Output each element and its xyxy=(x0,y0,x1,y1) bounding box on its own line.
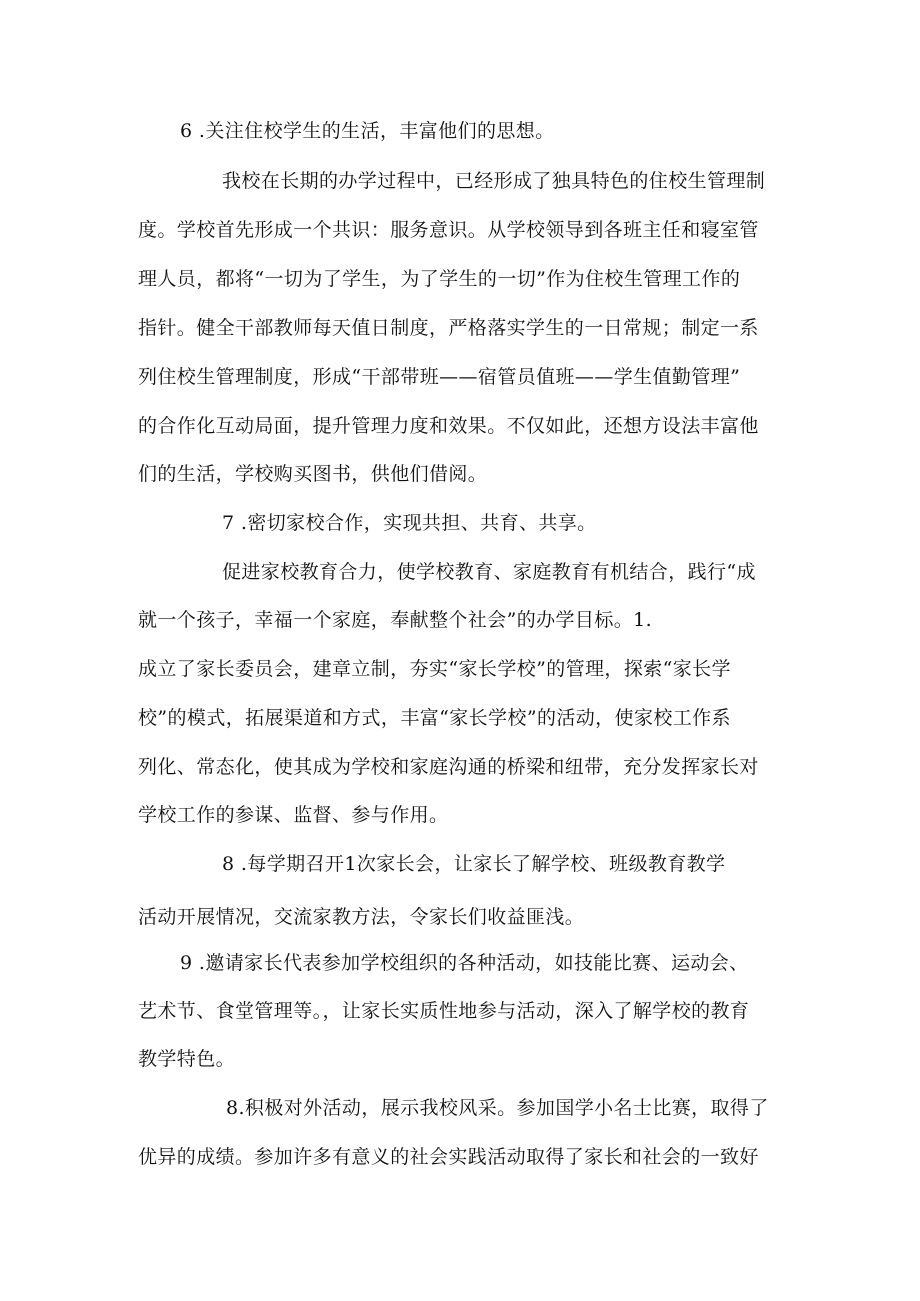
paragraph-line: 教学特色。 xyxy=(138,1048,236,1070)
paragraph-line: 艺术节、食堂管理等。，让家长实质性地参与活动，深入了解学校的教育 xyxy=(138,1000,750,1022)
paragraph-line: 的合作化互动局面，提升管理力度和效果。不仅如此，还想方设法丰富他 xyxy=(138,415,759,437)
paragraph-line: 们的生活，学校购买图书，供他们借阅。 xyxy=(138,463,488,485)
paragraph-line: 就一个孩子，幸福一个家庭，奉献整个社会”的办学目标。1. xyxy=(138,609,653,631)
paragraph-line: 指针。健全干部教师每天值日制度，严格落实学生的一日常规；制定一系 xyxy=(138,317,759,339)
heading-item-6: 6 .关注住校学生的生活，丰富他们的思想。 xyxy=(180,120,555,142)
paragraph-line: 学校工作的参谋、监督、参与作用。 xyxy=(138,804,449,826)
paragraph-line: 列化、常态化，使其成为学校和家庭沟通的桥梁和纽带，充分发挥家长对 xyxy=(138,756,759,778)
paragraph-line: 度。学校首先形成一个共识：服务意识。从学校领导到各班主任和寝室管 xyxy=(138,219,759,241)
paragraph-line: 优异的成绩。参加许多有意义的社会实践活动取得了家长和社会的一致好 xyxy=(138,1146,759,1168)
heading-item-8b: 8.积极对外活动，展示我校风采。参加国学小名士比赛，取得了 xyxy=(226,1097,769,1119)
heading-item-9: 9 .邀请家长代表参加学校组织的各种活动，如技能比赛、运动会、 xyxy=(180,952,749,974)
paragraph-line: 校”的模式，拓展渠道和方式，丰富“家长学校”的活动，使家校工作系 xyxy=(138,707,731,729)
heading-item-7: 7 .密切家校合作，实现共担、共育、共享。 xyxy=(222,512,597,534)
paragraph-line: 列住校生管理制度，形成“干部带班——宿管员值班——学生值勤管理” xyxy=(138,366,741,388)
paragraph-line: 成立了家长委员会，建章立制，夯实“家长学校”的管理，探索“家长学 xyxy=(138,658,731,680)
paragraph-line: 理人员，都将“一切为了学生，为了学生的一切”作为住校生管理工作的 xyxy=(138,268,741,290)
paragraph-line: 活动开展情况，交流家教方法，令家长们收益匪浅。 xyxy=(138,906,585,928)
paragraph-line: 我校在长期的办学过程中，已经形成了独具特色的住校生管理制 xyxy=(222,170,766,192)
paragraph-line: 促进家校教育合力，使学校教育、家庭教育有机结合，践行“成 xyxy=(222,561,756,583)
heading-item-8: 8 .每学期召开1次家长会，让家长了解学校、班级教育教学 xyxy=(222,853,726,875)
